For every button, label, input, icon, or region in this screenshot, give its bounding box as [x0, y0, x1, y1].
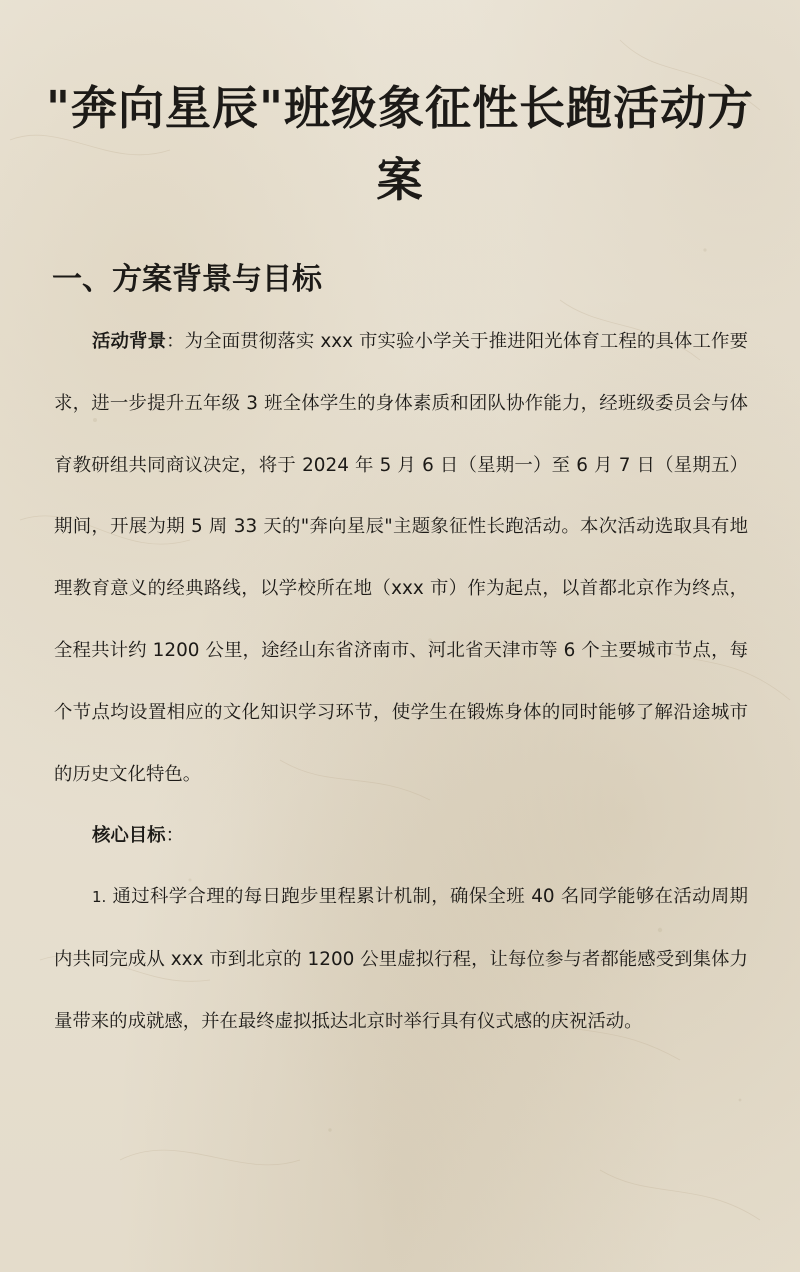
background-label: 活动背景 — [92, 331, 167, 352]
goal-1-number: 1. — [92, 888, 107, 906]
document-title: "奔向星辰"班级象征性长跑活动方案 — [46, 81, 754, 207]
section-heading-background-goals: 一、方案背景与目标 — [52, 262, 322, 297]
background-text: 为全面贯彻落实 xxx 市实验小学关于推进阳光体育工程的具体工作要求，进一步提升五年级 3 班全体学生的身体素质和团队协作能力，经班级委员会与体育教研组共同商议决定，将于 2024 年 5 月 6 日（星期一）至 6 月 7 日（星期五）期间，开展为期 5 周 33 天的"奔向星辰"主题象征性长跑活动。本次活动选取具有地理教育意义的经典路线，以学校所在地（xxx 市）作为起点，以首都北京作为终点，全程共计约 1200 公里，途经山东省济南市、河北省天津市等 6 个主要城市节点，每个节点均设置相应的文化知识学习环节，使学生在锻炼身体的同时能够了解沿途城市的历史文化特色。 — [54, 331, 748, 785]
core-goals-colon: ： — [165, 825, 184, 846]
goal-1-paragraph — [54, 866, 748, 1052]
background-paragraph — [54, 311, 748, 805]
core-goals-paragraph — [54, 805, 748, 867]
background-label-colon: ： — [166, 331, 185, 352]
goal-1-text: 通过科学合理的每日跑步里程累计机制，确保全班 40 名同学能够在活动周期内共同完成从 xxx 市到北京的 1200 公里虚拟行程，让每位参与者都能感受到集体力量带来的成就感，并在最终虚拟抵达北京时举行具有仪式感的庆祝活动。 — [54, 886, 748, 1032]
core-goals-label: 核心目标 — [92, 825, 166, 846]
